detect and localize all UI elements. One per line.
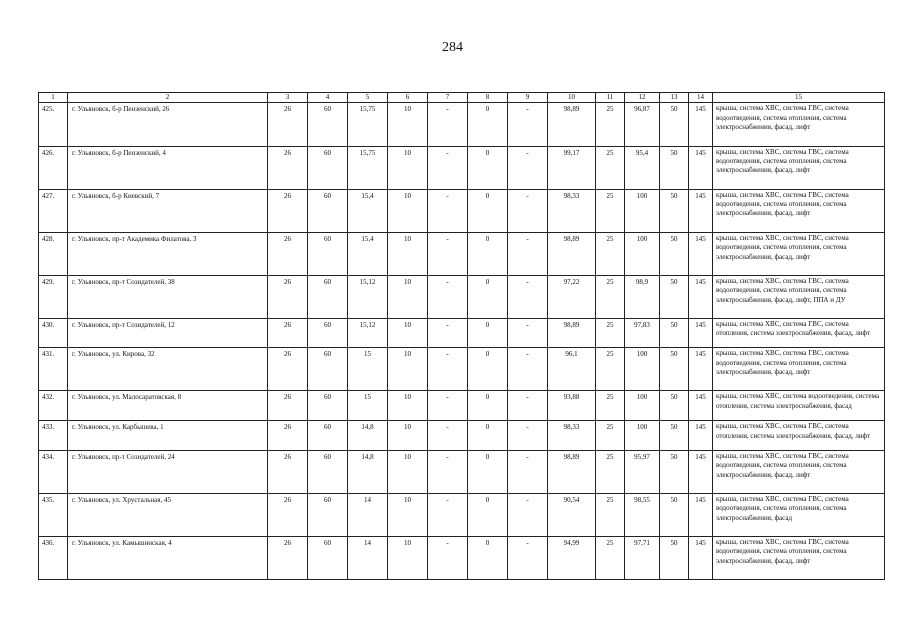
col5-cell: 15,12 [348,318,388,348]
col7-cell: - [428,536,468,579]
col13-cell: 50 [660,103,689,146]
table-row [39,450,885,493]
col11-cell: 25 [596,493,625,536]
table-row [39,103,885,146]
col8-cell: 0 [468,450,508,493]
col6-cell: 10 [388,103,428,146]
column-number-15: 15 [713,93,885,103]
col14-cell: 145 [689,536,713,579]
works-cell: крыша, система ХВС, система ГВС, система отопления, система электроснабжения, фасад, лифт [713,421,885,451]
col9-cell: - [508,189,548,232]
col13-cell: 50 [660,536,689,579]
col12-cell: 100 [625,232,660,275]
col14-cell: 145 [689,189,713,232]
col4-cell: 60 [308,275,348,318]
col3-cell: 26 [268,391,308,421]
col8-cell: 0 [468,189,508,232]
table-row [39,275,885,318]
column-number-1: 1 [39,93,68,103]
col3-cell: 26 [268,493,308,536]
table-row [39,391,885,421]
col4-cell: 60 [308,450,348,493]
col11-cell: 25 [596,103,625,146]
col14-cell: 145 [689,275,713,318]
col12-cell: 95,97 [625,450,660,493]
column-number-11: 11 [596,93,625,103]
column-number-2: 2 [68,93,268,103]
col4-cell: 60 [308,189,348,232]
col9-cell: - [508,391,548,421]
col13-cell: 50 [660,275,689,318]
column-number-13: 13 [660,93,689,103]
col10-cell: 94,99 [548,536,596,579]
col4-cell: 60 [308,421,348,451]
col11-cell: 25 [596,536,625,579]
col7-cell: - [428,450,468,493]
col5-cell: 15,4 [348,189,388,232]
col12-cell: 98,9 [625,275,660,318]
col6-cell: 10 [388,421,428,451]
col3-cell: 26 [268,146,308,189]
works-cell: крыша, система ХВС, система ГВС, система водоотведения, система отопления, система электроснабжения, фасад, лифт [713,146,885,189]
col4-cell: 60 [308,232,348,275]
column-number-row [39,93,885,103]
col12-cell: 98,55 [625,493,660,536]
table-row [39,536,885,579]
address-cell: г. Ульяновск, ул. Карбышева, 1 [68,421,268,451]
column-number-9: 9 [508,93,548,103]
column-number-5: 5 [348,93,388,103]
col8-cell: 0 [468,493,508,536]
works-cell: крыша, система ХВС, система ГВС, система водоотведения, система отопления, система электроснабжения, фасад, лифт [713,450,885,493]
col4-cell: 60 [308,318,348,348]
address-cell: г. Ульяновск, пр-т Созидателей, 24 [68,450,268,493]
col10-cell: 93,88 [548,391,596,421]
col9-cell: - [508,450,548,493]
col3-cell: 26 [268,450,308,493]
works-cell: крыша, система ХВС, система ГВС, система водоотведения, система отопления, система электроснабжения, фасад, лифт [713,103,885,146]
table-row [39,318,885,348]
col12-cell: 97,83 [625,318,660,348]
col5-cell: 14 [348,536,388,579]
address-cell: г. Ульяновск, б-р Пензенский, 26 [68,103,268,146]
col9-cell: - [508,232,548,275]
col14-cell: 145 [689,146,713,189]
col9-cell: - [508,275,548,318]
works-cell: крыша, система ХВС, система ГВС, система водоотведения, система отопления, система электроснабжения, фасад, лифт [713,232,885,275]
works-cell: крыша, система ХВС, система ГВС, система водоотведения, система отопления, система электроснабжения, фасад, лифт [713,348,885,391]
col13-cell: 50 [660,421,689,451]
row-number: 433. [39,421,68,451]
col7-cell: - [428,103,468,146]
col4-cell: 60 [308,103,348,146]
col11-cell: 25 [596,232,625,275]
address-cell: г. Ульяновск, б-р Киевский, 7 [68,189,268,232]
col4-cell: 60 [308,348,348,391]
col14-cell: 145 [689,450,713,493]
address-cell: г. Ульяновск, ул. Хрустальная, 45 [68,493,268,536]
col13-cell: 50 [660,146,689,189]
col8-cell: 0 [468,103,508,146]
row-number: 430. [39,318,68,348]
col7-cell: - [428,189,468,232]
address-cell: г. Ульяновск, ул. Малосаратовская, 8 [68,391,268,421]
address-cell: г. Ульяновск, ул. Камышинская, 4 [68,536,268,579]
col11-cell: 25 [596,189,625,232]
col9-cell: - [508,146,548,189]
col11-cell: 25 [596,275,625,318]
col9-cell: - [508,493,548,536]
col10-cell: 96,1 [548,348,596,391]
col6-cell: 10 [388,189,428,232]
col7-cell: - [428,275,468,318]
col6-cell: 10 [388,146,428,189]
col10-cell: 98,33 [548,421,596,451]
col5-cell: 15 [348,391,388,421]
works-cell: крыша, система ХВС, система водоотведения, система отопления, система электроснабжения, фасад [713,391,885,421]
row-number: 425. [39,103,68,146]
column-number-7: 7 [428,93,468,103]
col13-cell: 50 [660,493,689,536]
row-number: 436. [39,536,68,579]
table-row [39,493,885,536]
column-number-10: 10 [548,93,596,103]
col14-cell: 145 [689,103,713,146]
col8-cell: 0 [468,275,508,318]
row-number: 428. [39,232,68,275]
table-row [39,189,885,232]
col12-cell: 95,4 [625,146,660,189]
col11-cell: 25 [596,450,625,493]
col14-cell: 145 [689,493,713,536]
column-number-6: 6 [388,93,428,103]
col6-cell: 10 [388,391,428,421]
col14-cell: 145 [689,318,713,348]
col14-cell: 145 [689,232,713,275]
address-cell: г. Ульяновск, б-р Пензенский, 4 [68,146,268,189]
col10-cell: 97,22 [548,275,596,318]
address-cell: г. Ульяновск, пр-т Созидателей, 12 [68,318,268,348]
col4-cell: 60 [308,536,348,579]
col7-cell: - [428,146,468,189]
col3-cell: 26 [268,318,308,348]
col6-cell: 10 [388,232,428,275]
col10-cell: 98,89 [548,103,596,146]
col7-cell: - [428,318,468,348]
col10-cell: 90,54 [548,493,596,536]
row-number: 434. [39,450,68,493]
table-row [39,421,885,451]
address-cell: г. Ульяновск, пр-т Академика Филатова, 3 [68,232,268,275]
row-number: 432. [39,391,68,421]
column-number-4: 4 [308,93,348,103]
col7-cell: - [428,493,468,536]
col8-cell: 0 [468,232,508,275]
col4-cell: 60 [308,493,348,536]
col11-cell: 25 [596,391,625,421]
table-body [39,103,885,580]
col8-cell: 0 [468,348,508,391]
row-number: 429. [39,275,68,318]
col11-cell: 25 [596,146,625,189]
col12-cell: 100 [625,348,660,391]
col10-cell: 98,89 [548,232,596,275]
address-cell: г. Ульяновск, пр-т Созидателей, 38 [68,275,268,318]
col4-cell: 60 [308,391,348,421]
works-cell: крыша, система ХВС, система ГВС, система водоотведения, система отопления, система электроснабжения, фасад, лифт, ППА и ДУ [713,275,885,318]
row-number: 426. [39,146,68,189]
works-cell: крыша, система ХВС, система ГВС, система водоотведения, система отопления, система электроснабжения, фасад [713,493,885,536]
table-header [39,93,885,103]
col14-cell: 145 [689,348,713,391]
col12-cell: 100 [625,391,660,421]
col3-cell: 26 [268,421,308,451]
col6-cell: 10 [388,348,428,391]
row-number: 427. [39,189,68,232]
data-table [38,92,885,580]
col5-cell: 15 [348,348,388,391]
col12-cell: 97,71 [625,536,660,579]
col8-cell: 0 [468,391,508,421]
col7-cell: - [428,421,468,451]
works-cell: крыша, система ХВС, система ГВС, система водоотведения, система отопления, система электроснабжения, фасад, лифт [713,536,885,579]
column-number-12: 12 [625,93,660,103]
col5-cell: 15,12 [348,275,388,318]
works-cell: крыша, система ХВС, система ГВС, система отопления, система электроснабжения, фасад, лифт [713,318,885,348]
col9-cell: - [508,318,548,348]
col12-cell: 100 [625,189,660,232]
col5-cell: 15,4 [348,232,388,275]
col11-cell: 25 [596,348,625,391]
col7-cell: - [428,348,468,391]
col6-cell: 10 [388,493,428,536]
col3-cell: 26 [268,275,308,318]
table-row [39,232,885,275]
col13-cell: 50 [660,318,689,348]
col13-cell: 50 [660,450,689,493]
table-row [39,348,885,391]
col13-cell: 50 [660,391,689,421]
col5-cell: 14,8 [348,421,388,451]
col13-cell: 50 [660,189,689,232]
col9-cell: - [508,536,548,579]
col12-cell: 96,87 [625,103,660,146]
col8-cell: 0 [468,146,508,189]
col7-cell: - [428,232,468,275]
col5-cell: 15,75 [348,146,388,189]
col10-cell: 98,33 [548,189,596,232]
col5-cell: 15,75 [348,103,388,146]
row-number: 435. [39,493,68,536]
col6-cell: 10 [388,536,428,579]
col6-cell: 10 [388,318,428,348]
col10-cell: 98,89 [548,450,596,493]
col3-cell: 26 [268,536,308,579]
column-number-3: 3 [268,93,308,103]
col8-cell: 0 [468,536,508,579]
col10-cell: 98,89 [548,318,596,348]
col11-cell: 25 [596,421,625,451]
col6-cell: 10 [388,275,428,318]
col5-cell: 14,8 [348,450,388,493]
column-number-8: 8 [468,93,508,103]
col7-cell: - [428,391,468,421]
col10-cell: 99,17 [548,146,596,189]
works-cell: крыша, система ХВС, система ГВС, система водоотведения, система отопления, система электроснабжения, фасад, лифт [713,189,885,232]
col9-cell: - [508,103,548,146]
table-row [39,146,885,189]
page-number: 284 [442,40,463,55]
col3-cell: 26 [268,348,308,391]
col3-cell: 26 [268,232,308,275]
col8-cell: 0 [468,318,508,348]
col3-cell: 26 [268,189,308,232]
col11-cell: 25 [596,318,625,348]
row-number: 431. [39,348,68,391]
col5-cell: 14 [348,493,388,536]
col8-cell: 0 [468,421,508,451]
address-cell: г. Ульяновск, ул. Кирова, 32 [68,348,268,391]
col14-cell: 145 [689,421,713,451]
col13-cell: 50 [660,232,689,275]
column-number-14: 14 [689,93,713,103]
col12-cell: 100 [625,421,660,451]
col3-cell: 26 [268,103,308,146]
col9-cell: - [508,421,548,451]
col14-cell: 145 [689,391,713,421]
col13-cell: 50 [660,348,689,391]
col9-cell: - [508,348,548,391]
col4-cell: 60 [308,146,348,189]
col6-cell: 10 [388,450,428,493]
